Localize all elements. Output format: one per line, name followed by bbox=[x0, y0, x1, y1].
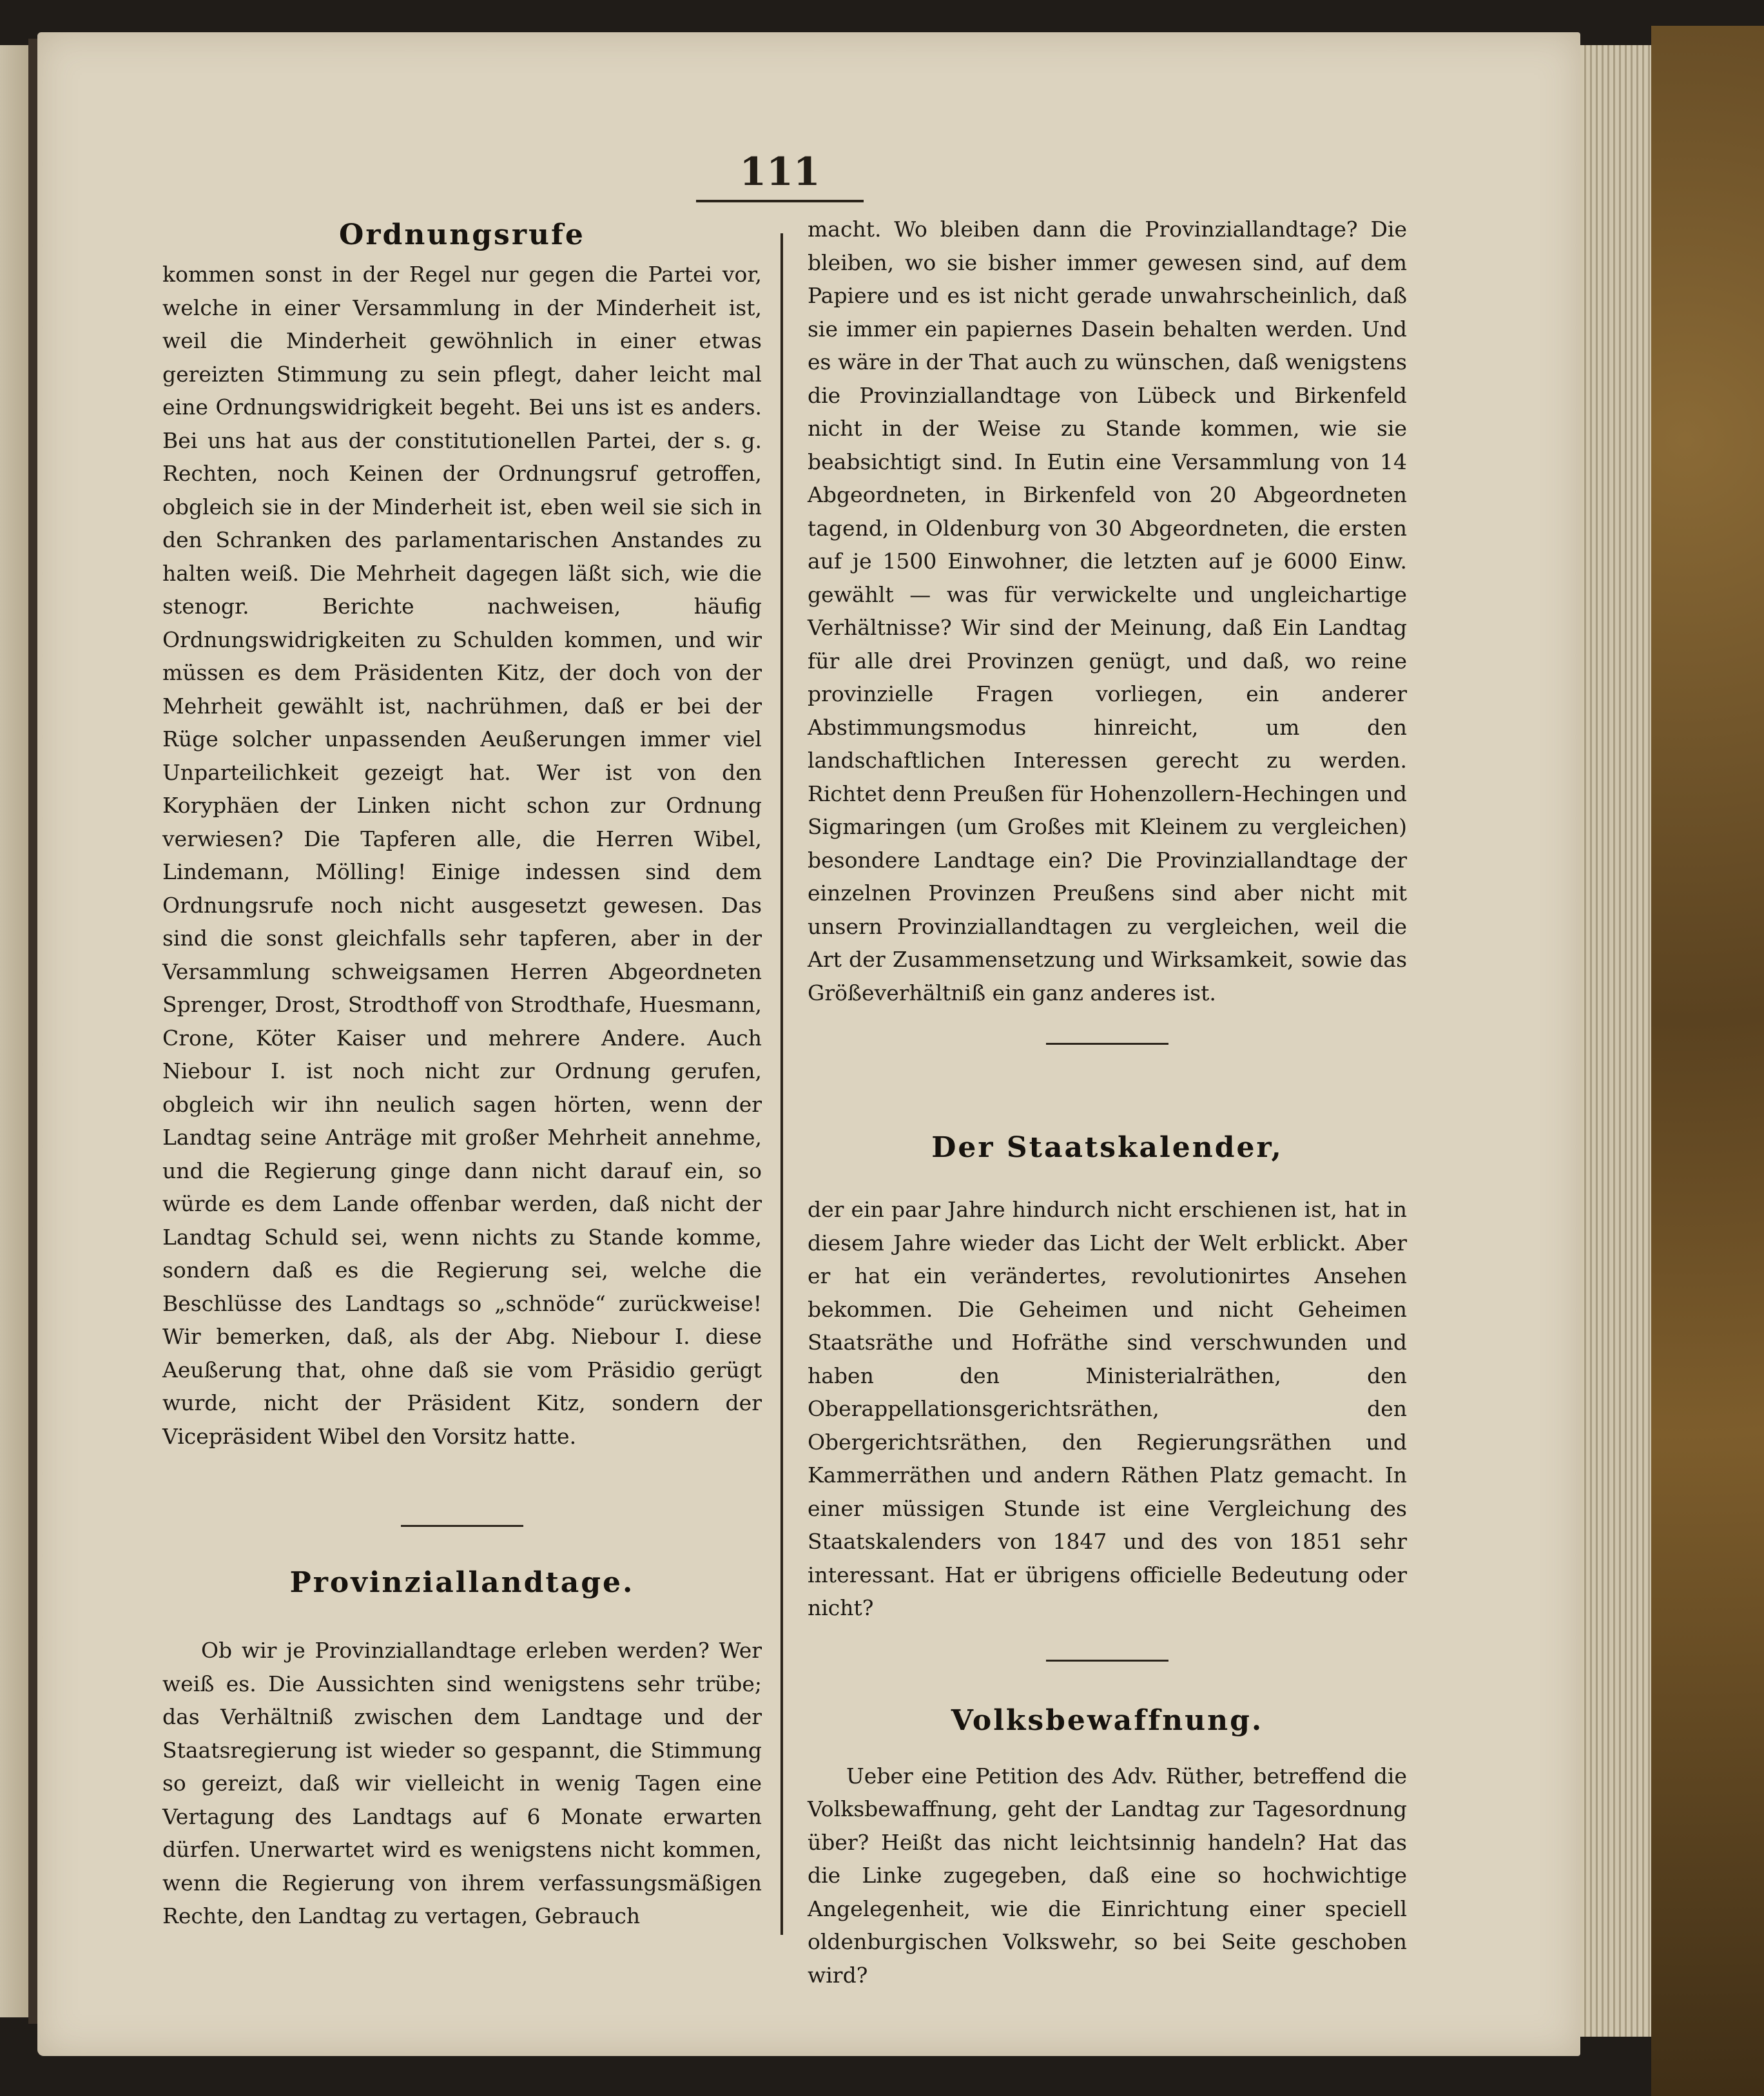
article-staatskalender-text: der ein paar Jahre hindurch nicht erschienen ist, hat in diesem Jahre wieder das Licht der Welt erblickt. Aber er hat ein verändertes, revolutionirtes Ansehen bekommen. Die Geheimen und nicht Geheimen Staatsräthe und Hofräthe sind verschwunden und haben den Ministerialräthen, den Oberappellationsgerichtsräthen, den Obergerichtsräthen, den Regierungsräthen und Kammerräthen und andern Räthen Platz gemacht. In einer müssigen Stunde ist eine Vergleichung des Staatskalenders von 1847 und des von 1851 sehr interessant. Hat er übrigens officielle Bedeutung oder nicht? bbox=[808, 1197, 1407, 1620]
column-divider-rule bbox=[780, 233, 783, 1935]
page-number: 111 bbox=[696, 150, 864, 202]
article-provinziallandtage-continuation: macht. Wo bleiben dann die Provinziallandtage? Die bleiben, wo sie bisher immer gewesen sind, auf dem Papiere und es ist nicht gerade unwahrscheinlich, daß sie immer ein papiernes Dasein behalten werden. Und es wäre in der That auch zu wünschen, daß wenigstens die Provinziallandtage von Lübeck und Birkenfeld nicht in der Weise zu Stande kommen, wie sie beabsichtigt sind. In Eutin eine Versammlung von 14 Abgeordneten, in Birkenfeld von 20 Abgeordneten tagend, in Oldenburg von 30 Abgeordneten, die ersten auf je 1500 Einwohner, die letzten auf je 6000 Einw. gewählt — was für verwickelte und ungleichartige Verhältnisse? Wir sind der Meinung, daß Ein Landtag für alle drei Provinzen genügt, und daß, wo reine provinzielle Fragen vorliegen, ein anderer Abstimmungsmodus hinreicht, um den landschaftlichen Interessen gerecht zu werden. Richtet denn Preußen für Hohenzollern-Hechingen und Sigmaringen (um Großes mit Kleinem zu vergleichen) besondere Landtage ein? Die Provinziallandtage der einzelnen Provinzen Preußens sind aber nicht mit unsern Provinziallandtagen zu vergleichen, weil die Art der Zusammensetzung und Wirksamkeit, sowie das Größeverhältniß ein ganz anderes ist. bbox=[808, 217, 1407, 1005]
article-ordnungsrufe-text: kommen sonst in der Regel nur gegen die Partei vor, welche in einer Versammlung in der Minderheit ist, weil die Minderheit gewöhnlich in einer etwas gereizten Stimmung zu sein pflegt, daher leicht mal eine Ordnungswidrigkeit begeht. Bei uns ist es anders. Bei uns hat aus der constitutionellen Partei, der s. g. Rechten, noch Keinen der Ordnungsruf getroffen, obgleich sie in der Minderheit ist, eben weil sie sich in den Schranken des parlamentarischen Anstandes zu halten weiß. Die Mehrheit dagegen läßt sich, wie die stenogr. Berichte nachweisen, häufig Ordnungswidrigkeiten zu Schulden kommen, und wir müssen es dem Präsidenten Kitz, der doch von der Mehrheit gewählt ist, nachrühmen, daß er bei der Rüge solcher unpassenden Aeußerungen immer viel Unparteilichkeit gezeigt hat. Wer ist von den Koryphäen der Linken nicht schon zur Ordnung verwiesen? Die Tapferen alle, die Herren Wibel, Lindemann, Mölling! Einige indessen sind dem Ordnungsrufe noch nicht ausgesetzt gewesen. Das sind die sonst gleichfalls sehr tapferen, aber in der Versammlung schweigsamen Herren Abgeordneten Sprenger, Drost, Strodthoff von Strodthafe, Huesmann, Crone, Köter Kaiser und mehrere Andere. Auch Niebour I. ist noch nicht zur Ordnung gerufen, obgleich wir ihn neulich sagen hörten, wenn der Landtag seine Anträge mit großer Mehrheit annehme, und die Regierung ginge dann nicht darauf ein, so würde es dem Lande offenbar werden, daß nicht der Landtag Schuld sei, wenn nichts zu Stande komme, sondern daß es die Regierung sei, welche die Beschlüsse des Landtags so „schnöde“ zurückweise! Wir bemerken, daß, als der Abg. Niebour I. diese Aeußerung that, ohne daß sie vom Präsidio gerügt wurde, nicht der Präsident Kitz, sondern der Vicepräsident Wibel den Vorsitz hatte. bbox=[162, 262, 762, 1449]
heading-ordnungsrufe: Ordnungsrufe bbox=[339, 218, 585, 251]
article-provinziallandtage-text: Ob wir je Provinziallandtage erleben werden? Wer weiß es. Die Aussichten sind wenigstens sehr trübe; das Verhältniß zwischen dem Landtage und der Staatsregierung ist wieder so gespannt, die Stimmung so gereizt, daß wir vielleicht in wenig Tagen eine Vertagung des Landtags auf 6 Monate erwarten dürfen. Unerwartet wird es wenigstens nicht kommen, wenn die Regierung von ihrem verfassungsmäßigen Rechte, den Landtag zu vertagen, Gebrauch bbox=[162, 1638, 762, 1928]
heading-staatskalender: Der Staatskalender, bbox=[931, 1131, 1283, 1164]
heading-volksbewaffnung: Volksbewaffnung. bbox=[951, 1703, 1264, 1737]
book-binding bbox=[28, 39, 37, 2024]
section-divider bbox=[1046, 1660, 1168, 1662]
section-divider bbox=[1046, 1043, 1168, 1045]
adjacent-page-edge bbox=[0, 45, 30, 2017]
heading-provinziallandtage: Provinziallandtage. bbox=[289, 1566, 635, 1599]
article-volksbewaffnung-text: Ueber eine Petition des Adv. Rüther, betreffend die Volksbewaffnung, geht der Landtag zur Tagesordnung über? Heißt das nicht leichtsinnig handeln? Hat das die Linke zugegeben, daß eine so hochwichtige Angelegenheit, wie die Einrichtung einer speciell oldenburgischen Volkswehr, so bei Seite geschoben wird? bbox=[808, 1763, 1407, 1988]
marbled-cover bbox=[1651, 26, 1764, 2096]
right-column bbox=[808, 213, 1407, 1992]
section-divider bbox=[401, 1525, 523, 1527]
page-stack-edges bbox=[1580, 45, 1651, 2037]
left-column bbox=[162, 213, 762, 1933]
